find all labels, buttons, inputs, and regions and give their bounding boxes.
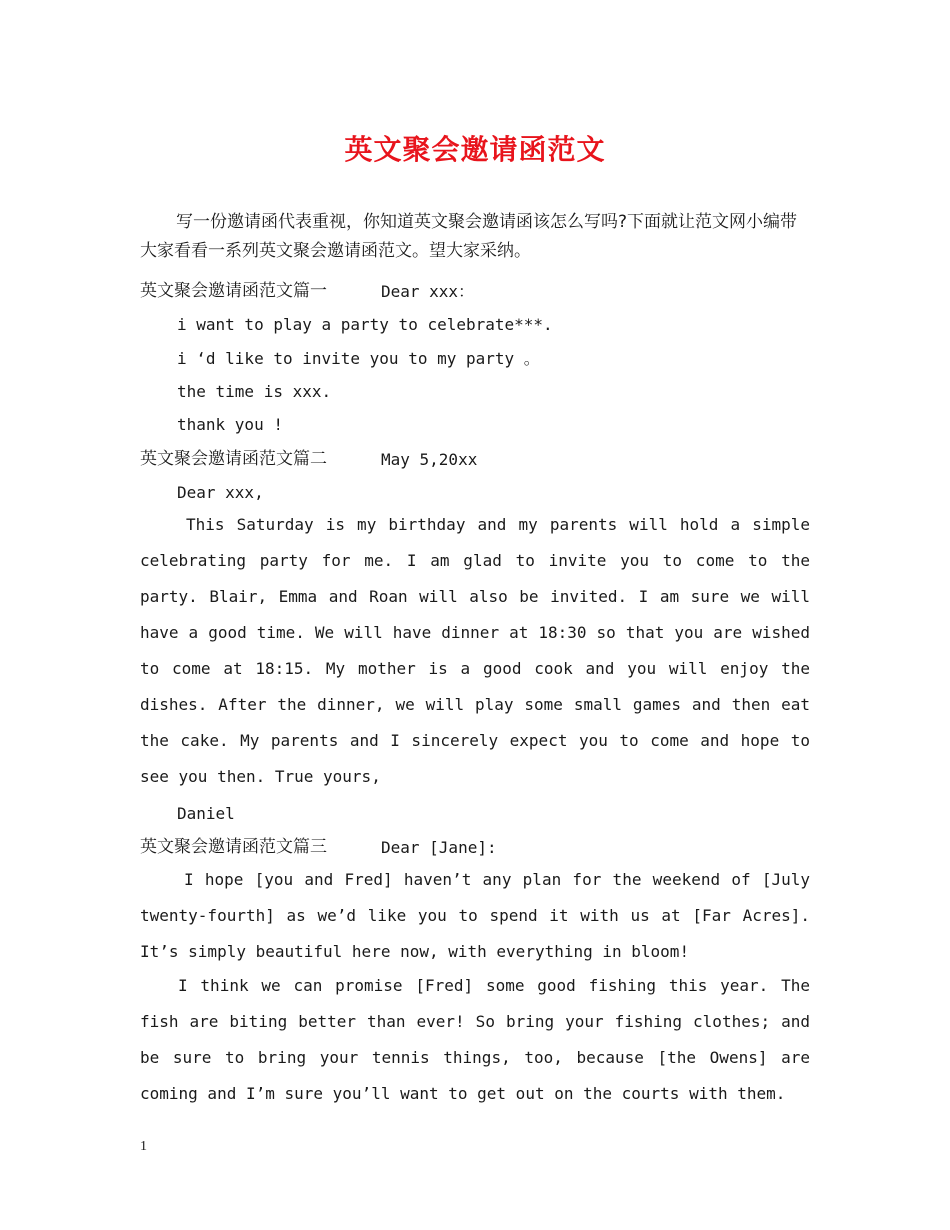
section1-line: i want to play a party to celebrate***.	[177, 315, 553, 334]
section2-signature: Daniel	[177, 804, 235, 823]
intro-paragraph: 写一份邀请函代表重视，你知道英文聚会邀请函该怎么写吗?下面就让范文网小编带大家看看一系列英文聚会邀请函范文。望大家采纳。	[140, 212, 798, 261]
section3-paragraph: I hope [you and Fred] haven’t any plan for the weekend of [July twenty-fourth] as we’d like you to spend it with us at [Far Acres]. It’s simply beautiful here now, with everything in bloom!	[140, 870, 810, 961]
section2-greeting: Dear xxx,	[177, 483, 264, 502]
section1-greeting: Dear xxx：	[381, 282, 475, 301]
section3-greeting: Dear [Jane]:	[381, 838, 497, 857]
page-number: 1	[140, 1139, 147, 1154]
section2-date: May 5,20xx	[381, 450, 478, 469]
section2-heading: 英文聚会邀请函范文篇二	[140, 449, 327, 469]
section1-line: thank you !	[177, 415, 283, 434]
section3-paragraph: I think we can promise [Fred] some good fishing this year. The fish are biting better than ever! So bring your fishing clothes; and be sure to bring your tennis things, too, because [the Owens] are coming and I’m sure you’ll want to get out on the courts with them.	[140, 976, 810, 1103]
section1-line: the time is xxx.	[177, 382, 332, 401]
section3-heading: 英文聚会邀请函范文篇三	[140, 837, 327, 857]
section1-heading: 英文聚会邀请函范文篇一	[140, 281, 327, 301]
document-title: 英文聚会邀请函范文	[344, 133, 606, 166]
section1-line: i ‘d like to invite you to my party 。	[177, 349, 540, 368]
section2-body: This Saturday is my birthday and my parents will hold a simple celebrating party for me. I am glad to invite you to come to the party. Blair, Emma and Roan will also be invited. I am sure we will have a good time. We will have dinner at 18:30 so that you are wished to come at 18:15. My mother is a good cook and you will enjoy the dishes. After the dinner, we will play some small games and then eat the cake. My parents and I sincerely expect you to come and hope to see you then. True yours,	[140, 515, 810, 786]
